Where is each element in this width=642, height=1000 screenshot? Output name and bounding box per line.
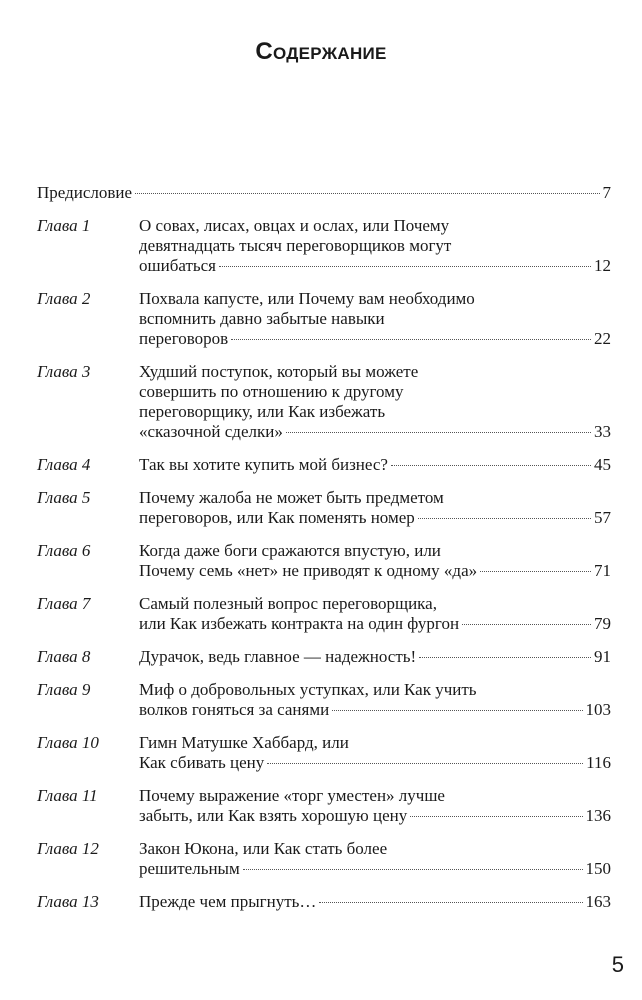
toc-entry-body <box>139 786 611 826</box>
toc-entry-title-line: девятнадцать тысяч переговорщиков могут <box>139 236 452 255</box>
toc-entry-title-line: Почему семь «нет» не приводят к одному «да» <box>139 561 478 580</box>
toc-entry-last-line <box>139 329 611 349</box>
toc-page-number: 103 <box>585 700 611 719</box>
toc-heading: Содержание <box>255 38 387 65</box>
chapter-label: Глава 4 <box>37 455 91 474</box>
toc-entry-chapter <box>37 892 611 912</box>
dot-leader <box>418 518 591 519</box>
dot-leader <box>419 657 591 658</box>
chapter-label: Глава 13 <box>37 892 99 911</box>
dot-leader <box>410 816 582 817</box>
toc-entry-chapter <box>37 541 611 581</box>
toc-entry-body <box>139 594 611 634</box>
toc-page-number: 163 <box>585 892 611 911</box>
toc-entry-title-line: вспомнить давно забытые навыки <box>139 309 385 328</box>
toc-entry-last-line <box>139 647 611 667</box>
toc-entry-title-line: переговорщику, или Как избежать <box>139 402 386 421</box>
chapter-label: Глава 1 <box>37 216 91 235</box>
toc-entry-body <box>139 289 611 349</box>
toc-page-number: 71 <box>594 561 611 580</box>
toc-page-number: 116 <box>586 753 611 772</box>
toc-entry-title-line: или Как избежать контракта на один фургон <box>139 614 460 633</box>
toc-entry-title-line: решительным <box>139 859 240 878</box>
chapter-label: Глава 6 <box>37 541 91 560</box>
toc-entry-last-line <box>139 753 611 773</box>
toc-entry-title-line: Когда даже боги сражаются впустую, или <box>139 541 441 560</box>
toc-page-number: 45 <box>594 455 611 474</box>
chapter-label: Глава 7 <box>37 594 91 613</box>
toc-entry-chapter <box>37 647 611 667</box>
toc-entry-title-line: Прежде чем прыгнуть… <box>139 892 317 911</box>
toc-entry-title-line: О совах, лисах, овцах и ослах, или Почему <box>139 216 450 235</box>
toc-entry-chapter <box>37 289 611 349</box>
toc-entry-title-line: ошибаться <box>139 256 216 275</box>
dot-leader <box>135 193 599 194</box>
toc-page-number: 22 <box>594 329 611 348</box>
chapter-label: Глава 8 <box>37 647 91 666</box>
dot-leader <box>319 902 582 903</box>
dot-leader <box>243 869 583 870</box>
toc-entry-title-line: Дурачок, ведь главное — надежность! <box>139 647 417 666</box>
toc-entry-title-line: Гимн Матушке Хаббард, или <box>139 733 349 752</box>
toc-entry-chapter <box>37 216 611 276</box>
toc-entry-body <box>139 216 611 276</box>
toc-entry-title-line: Как сбивать цену <box>139 753 265 772</box>
chapter-label: Глава 10 <box>37 733 99 752</box>
dot-leader <box>267 763 583 764</box>
toc-entry-title-line: Самый полезный вопрос переговорщика, <box>139 594 437 613</box>
toc-entry-title-line: переговоров, или Как поменять номер <box>139 508 415 527</box>
table-of-contents <box>37 183 611 912</box>
dot-leader <box>391 465 591 466</box>
dot-leader <box>231 339 591 340</box>
toc-entry-last-line <box>139 859 611 879</box>
toc-entry-chapter <box>37 680 611 720</box>
toc-entry-body <box>139 647 611 667</box>
toc-entry-body <box>139 733 611 773</box>
toc-page-number: 12 <box>594 256 611 275</box>
toc-entry-body <box>139 839 611 879</box>
toc-entry-title-line: Почему жалоба не может быть предметом <box>139 488 444 507</box>
page-folio: 5 <box>611 952 624 977</box>
dot-leader <box>219 266 591 267</box>
toc-entry-chapter <box>37 362 611 442</box>
toc-entry-title-line: совершить по отношению к другому <box>139 382 404 401</box>
toc-page-number: 57 <box>594 508 611 527</box>
toc-entry-chapter <box>37 488 611 528</box>
toc-entry-title-line: Почему выражение «торг уместен» лучше <box>139 786 445 805</box>
toc-entry-last-line <box>139 806 611 826</box>
toc-entry-last-line <box>139 892 611 912</box>
toc-entry-title-line: «сказочной сделки» <box>139 422 283 441</box>
toc-entry-last-line <box>139 561 611 581</box>
toc-entry-last-line <box>139 508 611 528</box>
toc-entry-preface <box>37 183 611 203</box>
toc-entry-body <box>139 362 611 442</box>
toc-page-number: 150 <box>585 859 611 878</box>
dot-leader <box>332 710 582 711</box>
chapter-label: Глава 12 <box>37 839 99 858</box>
toc-entry-last-line <box>139 700 611 720</box>
toc-entry-body <box>139 455 611 475</box>
toc-entry-body <box>139 541 611 581</box>
toc-entry-last-line <box>139 614 611 634</box>
toc-entry-title-line: Худший поступок, который вы можете <box>139 362 419 381</box>
toc-entry-title-line: переговоров <box>139 329 229 348</box>
chapter-label: Глава 2 <box>37 289 91 308</box>
toc-page-number: 33 <box>594 422 611 441</box>
dot-leader <box>480 571 591 572</box>
toc-entry-chapter <box>37 839 611 879</box>
toc-entry-title-line: Так вы хотите купить мой бизнес? <box>139 455 388 474</box>
toc-entry-title-line: Закон Юкона, или Как стать более <box>139 839 388 858</box>
toc-entry-title: Предисловие <box>37 183 133 202</box>
dot-leader <box>286 432 591 433</box>
toc-entry-last-line <box>139 256 611 276</box>
dot-leader <box>462 624 591 625</box>
toc-entry-chapter <box>37 594 611 634</box>
toc-entry-chapter <box>37 733 611 773</box>
chapter-label: Глава 3 <box>37 362 91 381</box>
toc-page-number: 7 <box>602 183 611 202</box>
toc-entry-chapter <box>37 786 611 826</box>
toc-entry-chapter <box>37 455 611 475</box>
toc-entry-last-line <box>139 455 611 475</box>
chapter-label: Глава 5 <box>37 488 91 507</box>
toc-entry-last-line <box>139 422 611 442</box>
toc-page-number: 91 <box>594 647 611 666</box>
toc-entry-body <box>139 892 611 912</box>
chapter-label: Глава 11 <box>37 786 98 805</box>
toc-page-number: 136 <box>585 806 611 825</box>
toc-page-number: 79 <box>594 614 611 633</box>
toc-entry-title-line: забыть, или Как взять хорошую цену <box>139 806 408 825</box>
toc-entry-body <box>139 680 611 720</box>
toc-entry-body <box>139 488 611 528</box>
toc-entry-title-line: Похвала капусте, или Почему вам необходимо <box>139 289 475 308</box>
chapter-label: Глава 9 <box>37 680 91 699</box>
toc-entry-title-line: волков гоняться за санями <box>139 700 330 719</box>
toc-entry-title-line: Миф о добровольных уступках, или Как учить <box>139 680 477 699</box>
toc-entry-body <box>37 183 611 203</box>
toc-entry-last-line <box>37 183 611 203</box>
